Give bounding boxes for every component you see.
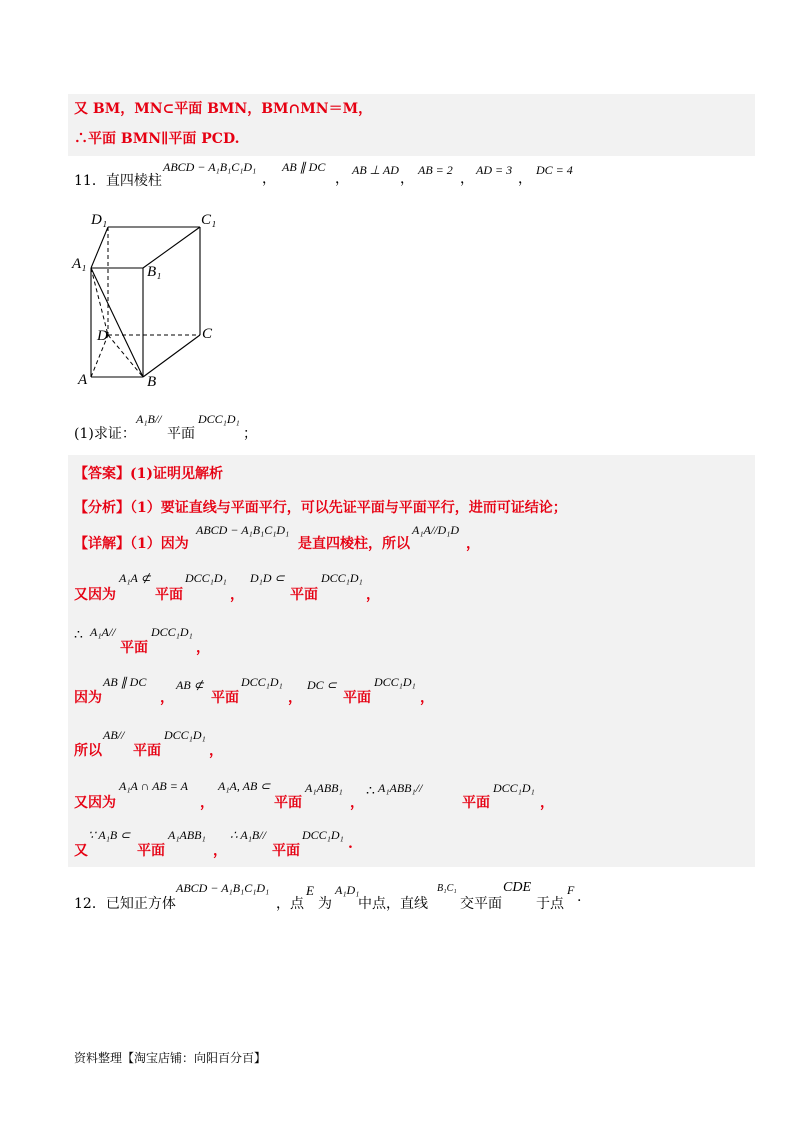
vertex-label-d: D [97,328,108,344]
separator: ， [160,690,174,706]
vertex-label-c1: C₁ [201,212,217,228]
footer-source: 资料整理【淘宝店铺：向阳百分百】 [74,1051,267,1065]
solution-line: ∴平面 BMN∥平面 PCD. [74,131,240,147]
separator: ， [209,743,223,759]
answer-line: 【答案】(1)证明见解析 [74,466,223,482]
math-expression: B₁C₁ [437,883,457,894]
vertex-label-a: A [78,372,88,388]
math-expression: DCC₁D₁ [321,571,363,585]
math-expression: ∴ [366,784,375,799]
question-text: ，点 [276,896,304,912]
math-expression: ABCD − A₁B₁C₁D₁ [163,160,257,174]
math-expression: A₁A ⊄ [119,571,151,585]
math-expression: A₁D₁ [335,883,360,897]
separator: ， [366,587,380,603]
separator: ， [420,690,434,706]
math-expression: ∴ [74,628,83,643]
math-expression: A₁B// [136,412,162,426]
math-expression: DC ⊂ [307,678,337,692]
math-expression: A₁A//D₁D [412,523,460,537]
math-expression: AB ∥ DC [103,675,147,689]
vertex-label-b1: B₁ [147,264,162,280]
plane-word: 平面 [272,843,300,859]
vertex-label-a1: A₁ [72,256,87,272]
question-11-number: 11．直四棱柱 [74,173,162,189]
math-expression: A₁A// [90,625,116,639]
math-expression: DCC₁D₁ [302,828,344,842]
separator: ， [262,171,276,187]
question-12-number: 12．已知正方体 [74,896,176,912]
separator: ， [196,640,210,656]
separator: ， [288,690,302,706]
math-expression: DC = 4 [536,163,573,177]
math-expression: AB ∥ DC [282,160,326,174]
math-expression: A₁ABB₁ [305,781,343,795]
math-expression: ABCD − A₁B₁C₁D₁ [176,881,270,895]
part-1-prefix: (1)求证： [74,426,136,442]
math-expression: DCC₁D₁ [493,781,535,795]
math-expression: F [567,883,575,897]
plane-word: 平面 [133,743,161,759]
separator: ， [518,171,532,187]
math-expression: DCC₁D₁ [151,625,193,639]
separator: ， [335,171,349,187]
plane-word: 平面 [167,426,195,442]
separator: ， [230,587,244,603]
solution-line: 又 BM，MN⊂平面 BMN，BM∩MN＝M， [74,101,373,117]
detail-text: 所以 [74,743,102,759]
math-expression: CDE [503,880,531,895]
math-expression: D₁D ⊂ [250,571,285,585]
prism-figure [60,205,230,395]
math-expression: ABCD − A₁B₁C₁D₁ [196,523,290,537]
math-expression: AB ⊥ AD [352,163,399,177]
math-expression: DCC₁D₁ [164,728,206,742]
plane-word: 平面 [343,690,371,706]
separator: ， [350,795,364,811]
detail-text: 又 [74,843,88,859]
question-text: 为 [318,896,332,912]
separator: ， [400,171,414,187]
plane-word: 平面 [211,690,239,706]
plane-word: 平面 [462,795,490,811]
math-expression: AB = 2 [418,163,453,177]
question-text: 中点，直线 [358,896,428,912]
separator: ， [540,795,554,811]
vertex-label-c: C [202,326,213,342]
math-expression: A₁A, AB ⊂ [218,779,271,793]
detail-text: 又因为 [74,587,116,603]
math-expression: ∵ A₁B ⊂ [88,828,131,842]
math-expression: A₁ABB₁ [168,828,206,842]
plane-word: 平面 [137,843,165,859]
vertex-label-b: B [147,374,157,390]
plane-word: 平面 [290,587,318,603]
math-expression: AD = 3 [476,163,513,177]
math-expression: AB// [103,728,125,742]
plane-word: 平面 [274,795,302,811]
math-expression: DCC₁D₁ [374,675,416,689]
detail-text: 是直四棱柱，所以 [298,536,410,552]
math-expression: DCC₁D₁ [185,571,227,585]
punctuation: ； [243,426,257,442]
math-expression: A₁ABB₁// [378,781,423,795]
detail-text: 【详解】（1）因为 [74,536,189,552]
math-expression: DCC₁D₁ [198,412,240,426]
math-expression: AB ⊄ [176,678,204,692]
math-expression: ∴ A₁B// [230,828,266,842]
separator: ， [200,795,214,811]
analysis-line: 【分析】（1）要证直线与平面平行，可以先证平面与平面平行，进而可证结论； [74,500,567,516]
detail-text: 又因为 [74,795,116,811]
period: . [348,836,353,852]
question-text: 于点 [536,896,564,912]
question-text: . [577,889,582,905]
plane-word: 平面 [155,587,183,603]
detail-text: ， [466,536,480,552]
detail-text: 因为 [74,690,102,706]
math-expression: E [306,883,314,898]
separator: ， [213,843,227,859]
separator: ， [460,171,474,187]
vertex-label-d1: D₁ [91,212,108,228]
math-expression: DCC₁D₁ [241,675,283,689]
question-text: 交平面 [460,896,502,912]
plane-word: 平面 [120,640,148,656]
math-expression: A₁A ∩ AB = A [119,779,188,793]
